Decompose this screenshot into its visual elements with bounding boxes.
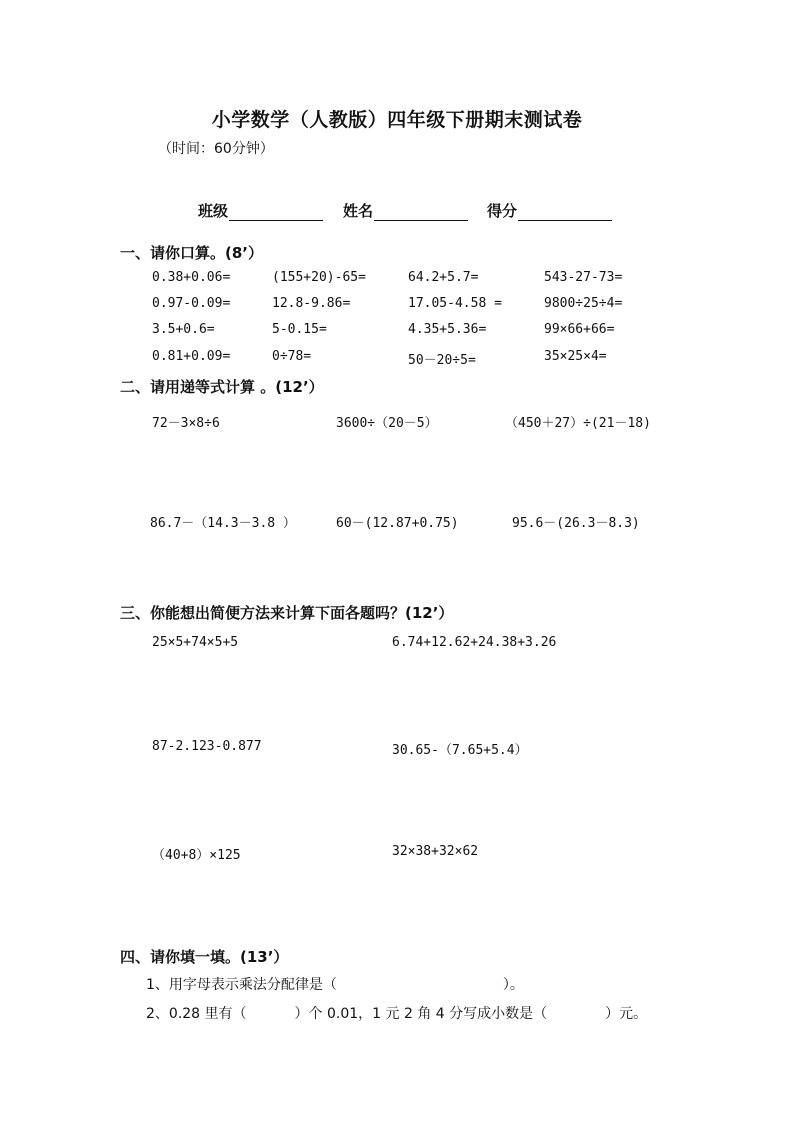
oral-item: 0.97-0.09= (152, 296, 231, 311)
oral-item: 35×25×4= (544, 349, 607, 364)
oral-item: 3.5+0.6= (152, 322, 215, 337)
section-4-heading: 四、请你填一填。(13’） (120, 948, 289, 966)
section-2-heading: 二、请用递等式计算 。(12’） (120, 378, 324, 396)
name-field (343, 200, 468, 221)
oral-item: 0.81+0.09= (152, 349, 231, 364)
section-3-heading: 三、你能想出简便方法来计算下面各题吗？(12’） (120, 604, 454, 622)
simplify-problem: 87-2.123-0.877 (152, 739, 262, 754)
oral-item: 543-27-73= (544, 270, 623, 285)
calc-problem: 3600÷（20－5） (336, 416, 438, 431)
class-label: 班级 (198, 202, 229, 220)
name-blank[interactable] (374, 204, 468, 221)
oral-item: 99×66+66= (544, 322, 615, 337)
class-field (198, 200, 323, 221)
oral-item: 12.8-9.86= (272, 296, 351, 311)
simplify-problem: 32×38+32×62 (392, 844, 479, 859)
time-note: （时间：60分钟） (158, 141, 274, 157)
simplify-problem: （40+8）×125 (152, 848, 241, 863)
oral-item: 17.05-4.58 = (408, 296, 502, 311)
name-label: 姓名 (343, 202, 374, 220)
simplify-problem: 30.65-（7.65+5.4） (392, 743, 528, 758)
oral-item: 0.38+0.06= (152, 270, 231, 285)
oral-item: 5-0.15= (272, 322, 327, 337)
question-close: ）元。 (605, 1006, 648, 1022)
calc-problem: 72－3×8÷6 (152, 416, 220, 431)
simplify-problem: 25×5+74×5+5 (152, 635, 239, 650)
calc-problem: 60－(12.87+0.75) (336, 516, 459, 531)
oral-item: 0÷78= (272, 349, 312, 364)
class-blank[interactable] (229, 204, 323, 221)
question-text: 1、用字母表示乘法分配律是（ (146, 977, 337, 993)
oral-item: (155+20)-65= (272, 270, 366, 285)
score-blank[interactable] (518, 204, 612, 221)
oral-item: 64.2+5.7= (408, 270, 479, 285)
oral-item: 9800÷25÷4= (544, 296, 623, 311)
page-title: 小学数学（人教版）四年级下册期末测试卷 (211, 109, 583, 131)
section-1-heading: 一、请你口算。(8’） (120, 244, 263, 262)
score-label: 得分 (487, 202, 518, 220)
calc-problem: （450＋27）÷(21－18) (505, 416, 651, 431)
question-close: ）。 (502, 977, 524, 993)
calc-problem: 95.6－(26.3－8.3) (512, 516, 640, 531)
fill-question-2 (146, 1003, 647, 1023)
simplify-problem: 6.74+12.62+24.38+3.26 (392, 635, 557, 650)
oral-item: 50－20÷5= (408, 353, 476, 368)
oral-item: 4.35+5.36= (408, 322, 487, 337)
question-text: ）个 0.01，1 元 2 角 4 分写成小数是（ (294, 1006, 548, 1022)
question-text: 2、0.28 里有（ (146, 1006, 247, 1022)
fill-question-1 (146, 974, 524, 994)
score-field (487, 200, 612, 221)
calc-problem: 86.7－（14.3－3.8 ） (150, 516, 296, 531)
